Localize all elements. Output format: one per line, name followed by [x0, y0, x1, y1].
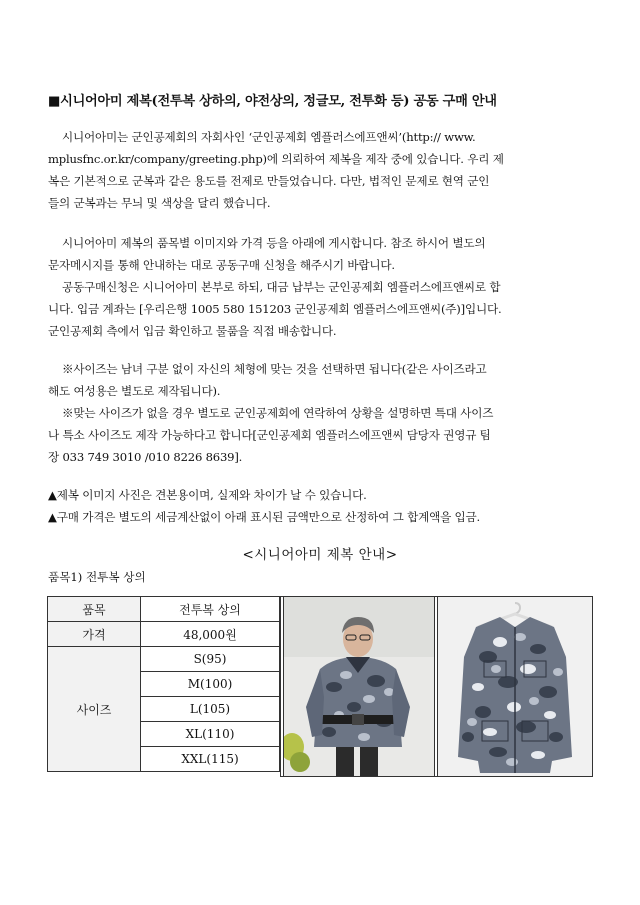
person-photo	[283, 596, 435, 777]
size-cell: XL(110)	[141, 722, 280, 747]
table-row	[48, 597, 280, 622]
warning-line: ▲구매 가격은 별도의 세금계산없이 아래 표시된 금액만으로 산정하여 그 합계액을 입금.	[48, 510, 481, 524]
info-line: 시니어아미 제복의 품목별 이미지와 가격 등을 아래에 게시합니다. 참조 하시어 별도의	[62, 236, 486, 250]
intro-paragraph	[48, 126, 596, 214]
price-value-cell: 48,000원	[141, 622, 280, 647]
size-cell: L(105)	[141, 697, 280, 722]
person-wearing-jacket-illustration	[284, 597, 434, 776]
intro-line: 시니어아미는 군인공제회의 자회사인 ‘군인공제회 엠플러스에프앤씨’(http:// www.	[62, 130, 476, 144]
price-header-cell: 가격	[48, 622, 141, 647]
size-cell: XXL(115)	[141, 747, 280, 772]
size-notes	[48, 358, 596, 468]
info-line: 니다. 입금 계좌는 [우리은행 1005 580 151203 군인공제회 엠플러스에프앤씨(주)]입니다.	[48, 302, 502, 316]
jacket-on-hanger-illustration	[438, 597, 592, 776]
size-note-line: 나 특소 사이즈도 제작 가능하다고 합니다[군인공제회 엠플러스에프앤씨 담당자 권영규 팀	[48, 428, 491, 442]
item-label: 품목1) 전투복 상의	[48, 570, 146, 584]
size-cell: M(100)	[141, 672, 280, 697]
size-note-line: 장 033 749 3010 /010 8226 8639].	[48, 450, 243, 464]
intro-line: 들의 군복과는 무늬 및 색상을 달리 했습니다.	[48, 196, 271, 210]
info-line: 공동구매신청은 시니어아미 본부로 하되, 대금 납부는 군인공제회 엠플러스에프앤씨로 합	[62, 280, 501, 294]
table-row	[48, 647, 280, 672]
info-line: 문자메시지를 통해 안내하는 대로 공동구매 신청을 해주시기 바랍니다.	[48, 258, 395, 272]
section-title: <시니어아미 제복 안내>	[242, 547, 398, 563]
info-line: 군인공제회 측에서 입금 확인하고 물품을 직접 배송합니다.	[48, 324, 337, 338]
size-cell: S(95)	[141, 647, 280, 672]
table-row	[48, 622, 280, 647]
intro-line: 복은 기본적으로 군복과 같은 용도를 전제로 만들었습니다. 다만, 법적인 문제로 현역 군인	[48, 174, 490, 188]
item-header-cell: 품목	[48, 597, 141, 622]
intro-line: mplusfnc.or.kr/company/greeting.php)에 의뢰하여 제복을 제작 중에 있습니다. 우리 제	[48, 152, 504, 166]
size-header-cell: 사이즈	[48, 647, 141, 772]
spec-table	[47, 596, 280, 772]
jacket-photo	[437, 596, 593, 777]
warnings	[48, 484, 596, 528]
info-paragraph	[48, 232, 596, 342]
size-note-line: 해도 여성용은 별도로 제작됩니다).	[48, 384, 221, 398]
page-title: ■시니어아미 제복(전투복 상하의, 야전상의, 정글모, 전투화 등) 공동 구매 안내	[48, 94, 497, 109]
warning-line: ▲제복 이미지 사진은 견본용이며, 실제와 차이가 날 수 있습니다.	[48, 488, 367, 502]
size-note-line: ※맞는 사이즈가 없을 경우 별도로 군인공제회에 연락하여 상황을 설명하면 특대 사이즈	[62, 406, 494, 420]
size-note-line: ※사이즈는 남녀 구분 없이 자신의 체형에 맞는 것을 선택하면 됩니다(같은 사이즈라고	[62, 362, 487, 376]
item-value-cell: 전투복 상의	[141, 597, 280, 622]
